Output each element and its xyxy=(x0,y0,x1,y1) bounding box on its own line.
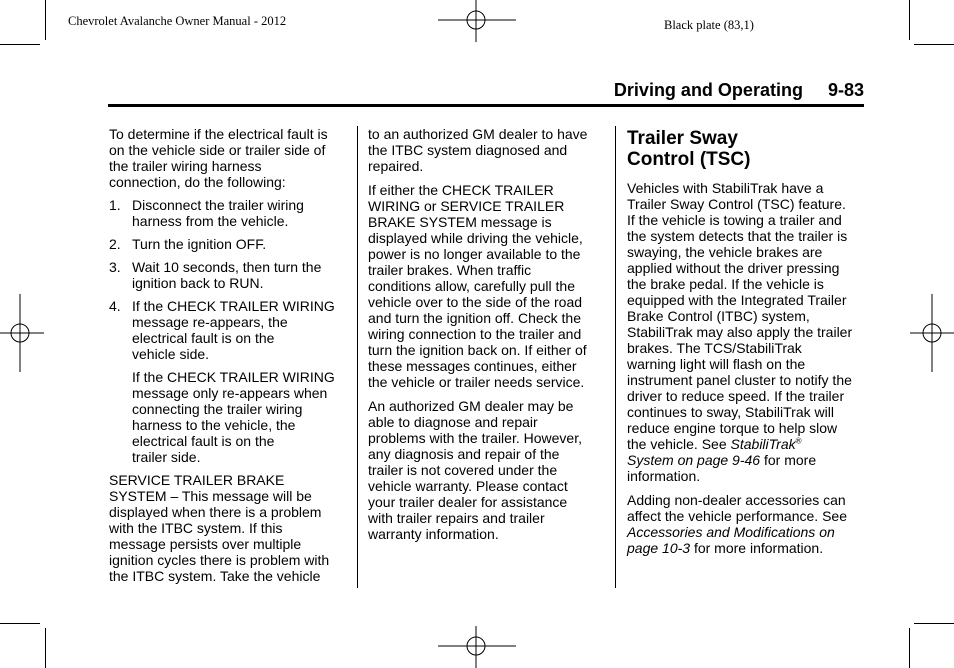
text-line: trailer brakes. When traffic xyxy=(368,262,532,278)
message-displayed-paragraph xyxy=(368,182,604,390)
text-line: the vehicle or trailer needs service. xyxy=(368,374,585,390)
text-line: conditions allow, carefully pull the xyxy=(368,278,576,294)
crop-mark xyxy=(0,623,40,624)
text-line: message persists over multiple xyxy=(109,536,302,552)
text-line: problems with the trailer. However, xyxy=(368,430,582,446)
text-line: wiring connection to the trailer and xyxy=(368,326,582,342)
text-line: the ITBC system diagnosed and xyxy=(368,142,568,158)
text-line: If the vehicle is towing a trailer and xyxy=(627,212,842,228)
text-line: harness to the vehicle, the xyxy=(132,417,296,433)
text-line: ignition cycles there is problem with xyxy=(109,552,330,568)
text-line: with the ITBC system. If this xyxy=(109,520,283,536)
text-line xyxy=(627,524,867,540)
text-line: displayed while driving the vehicle, xyxy=(368,230,583,246)
text-line xyxy=(627,436,867,452)
text-line: instrument panel cluster to notify the xyxy=(627,372,852,388)
text-line: StabiliTrak may also apply the trailer xyxy=(627,324,853,340)
text-line: turn the ignition back on. If either of xyxy=(368,342,587,358)
text-line: any diagnosis and repair of the xyxy=(368,446,560,462)
text-line: trailer is not covered under the xyxy=(368,462,558,478)
step-number: 4. xyxy=(109,298,121,314)
text-line: Disconnect the trailer wiring xyxy=(132,197,304,213)
text-line: BRAKE SYSTEM message is xyxy=(368,214,552,230)
text-line: harness from the vehicle. xyxy=(132,213,289,229)
column-divider xyxy=(357,126,358,588)
crop-mark xyxy=(0,44,40,45)
stabilitrak-reference-link[interactable]: StabiliTrak xyxy=(730,436,796,452)
text-line: vehicle warranty. Please contact xyxy=(368,478,568,494)
text-line: To determine if the electrical fault is xyxy=(109,126,328,142)
text-line: reduce engine torque to help slow xyxy=(627,420,838,436)
stabilitrak-page-reference-link[interactable]: System on page 9-46 xyxy=(627,452,761,468)
text-line: able to diagnose and repair xyxy=(368,414,538,430)
text-line: the ITBC system. Take the vehicle xyxy=(109,568,321,584)
text-line: with trailer repairs and trailer xyxy=(368,510,545,526)
text-line: trailer side. xyxy=(132,449,201,465)
text-line: message only re-appears when xyxy=(132,385,328,401)
crop-mark xyxy=(909,628,910,668)
step-number: 2. xyxy=(109,236,121,252)
warranty-paragraph xyxy=(368,398,604,542)
column-2 xyxy=(368,126,604,549)
page-number: 9-83 xyxy=(827,80,864,100)
text-line: connection, do the following: xyxy=(109,174,286,190)
section-heading xyxy=(627,128,867,170)
text-line: driver to reduce speed. If the trailer xyxy=(627,388,845,404)
text-line: ignition back to RUN. xyxy=(132,275,264,291)
step-number: 1. xyxy=(109,197,121,213)
text-line: connecting the trailer wiring xyxy=(132,401,303,417)
registration-mark-top xyxy=(438,0,516,44)
heading-line: Trailer Sway xyxy=(627,128,738,149)
text-line: SYSTEM – This message will be xyxy=(109,488,312,504)
text-line: power is no longer available to the xyxy=(368,246,581,262)
text-line: vehicle side. xyxy=(132,346,210,362)
text-line: Adding non-dealer accessories can xyxy=(627,492,846,508)
text-line: electrical fault is on the xyxy=(132,330,275,346)
text-line: swaying, the vehicle brakes are xyxy=(627,244,823,260)
registration-mark-right xyxy=(910,294,954,372)
text-line: WIRING or SERVICE TRAILER xyxy=(368,198,565,214)
step-number: 3. xyxy=(109,259,121,275)
text-line: Wait 10 seconds, then turn the xyxy=(132,259,322,275)
registration-mark-bottom xyxy=(438,624,516,668)
text-fragment: for more xyxy=(760,452,817,468)
text-line: and turn the ignition off. Check the xyxy=(368,310,581,326)
text-line: displayed when there is a problem xyxy=(109,504,322,520)
step-item xyxy=(109,197,349,229)
column-3 xyxy=(627,128,867,563)
text-line: warning light will flash on the xyxy=(627,356,806,372)
intro-paragraph xyxy=(109,126,349,190)
text-line: If the CHECK TRAILER WIRING xyxy=(132,369,335,385)
text-line: brakes. The TCS/StabiliTrak xyxy=(627,340,802,356)
step-followup-paragraph xyxy=(109,369,349,465)
registration-mark-left xyxy=(0,294,44,372)
dealer-diagnosis-paragraph xyxy=(368,126,604,174)
text-line: these messages continues, either xyxy=(368,358,577,374)
text-line: electrical fault is on the xyxy=(132,433,275,449)
tsc-description-paragraph xyxy=(627,180,867,484)
text-line: equipped with the Integrated Trailer xyxy=(627,292,847,308)
crop-mark xyxy=(45,628,46,668)
accessories-reference-link[interactable]: Accessories and Modifications on xyxy=(627,524,835,540)
text-line: the trailer wiring harness xyxy=(109,158,262,174)
text-line: warranty information. xyxy=(368,526,499,542)
text-line: affect the vehicle performance. See xyxy=(627,508,847,524)
text-line: Vehicles with StabiliTrak have a xyxy=(627,180,824,196)
text-line: If the CHECK TRAILER WIRING xyxy=(132,298,335,314)
text-line: continues to sway, StabiliTrak will xyxy=(627,404,834,420)
text-line: to an authorized GM dealer to have xyxy=(368,126,588,142)
step-item xyxy=(109,298,349,362)
text-line: Turn the ignition OFF. xyxy=(132,236,267,252)
text-line xyxy=(627,540,867,556)
text-line: the brake pedal. If the vehicle is xyxy=(627,276,824,292)
text-line: Brake Control (ITBC) system, xyxy=(627,308,810,324)
text-line: information. xyxy=(627,468,701,484)
accessories-page-reference-link[interactable]: page 10-3 xyxy=(627,540,691,556)
section-title: Driving and Operating xyxy=(613,80,803,100)
text-line: SERVICE TRAILER BRAKE xyxy=(109,472,285,488)
text-line: the system detects that the trailer is xyxy=(627,228,848,244)
crop-mark xyxy=(909,0,910,40)
column-1 xyxy=(109,126,349,591)
text-line: repaired. xyxy=(368,158,424,174)
text-fragment: for more information. xyxy=(690,540,824,556)
text-line: vehicle over to the side of the road xyxy=(368,294,583,310)
step-item xyxy=(109,236,349,252)
plate-label: Black plate (83,1) xyxy=(664,18,754,32)
text-line: If either the CHECK TRAILER xyxy=(368,182,554,198)
text-line: on the vehicle side or trailer side of xyxy=(109,142,326,158)
page-header xyxy=(108,80,864,107)
crop-mark xyxy=(914,623,954,624)
text-line: An authorized GM dealer may be xyxy=(368,398,574,414)
text-line: applied without the driver pressing xyxy=(627,260,840,276)
crop-mark xyxy=(45,0,46,40)
column-divider xyxy=(615,126,616,588)
crop-mark xyxy=(914,44,954,45)
text-line: your trailer dealer for assistance xyxy=(368,494,568,510)
text-line xyxy=(627,452,867,468)
manual-title: Chevrolet Avalanche Owner Manual - 2012 xyxy=(68,14,287,28)
page-header-text xyxy=(614,80,864,101)
service-message-paragraph xyxy=(109,472,349,584)
step-item xyxy=(109,259,349,291)
accessories-paragraph xyxy=(627,492,867,556)
registered-mark: ® xyxy=(795,436,802,446)
text-line: Trailer Sway Control (TSC) feature. xyxy=(627,196,846,212)
text-fragment: the vehicle. See xyxy=(627,436,731,452)
text-line: message re-appears, the xyxy=(132,314,288,330)
heading-line: Control (TSC) xyxy=(627,149,751,170)
